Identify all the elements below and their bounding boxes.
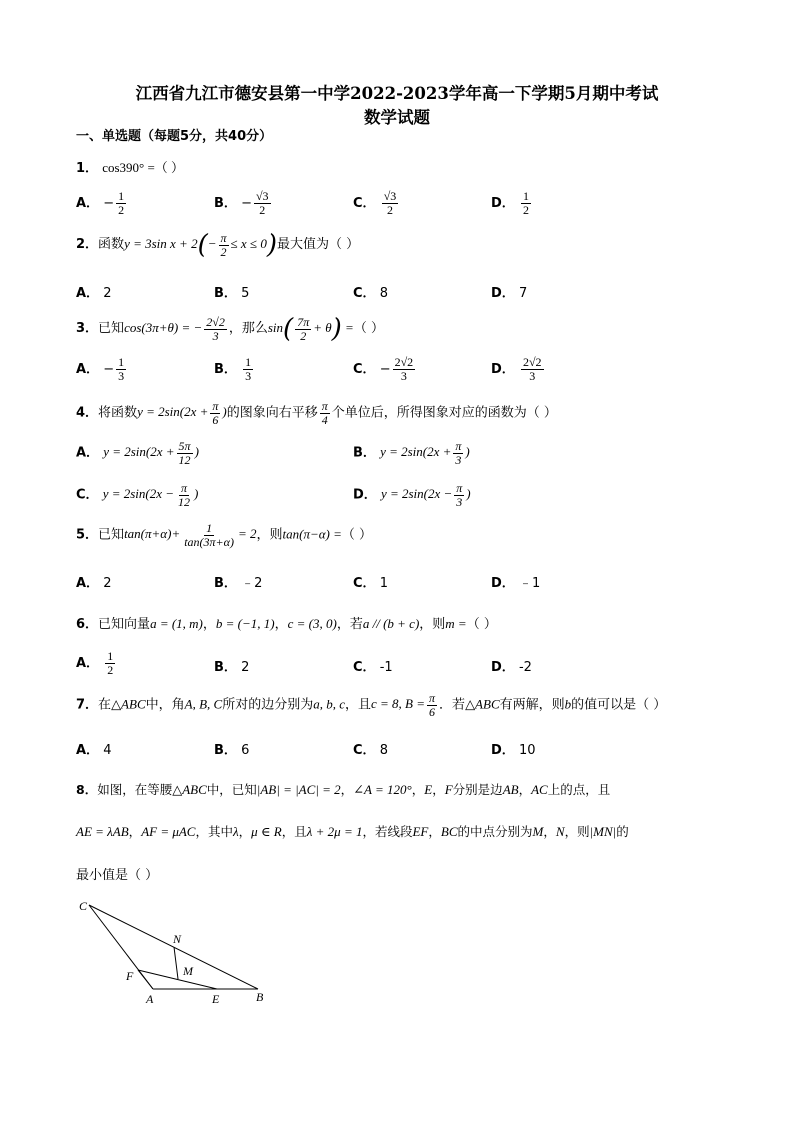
stem-text: ，则 [564,824,590,839]
stem-math: a = (1, m) [150,616,203,631]
option-value: ﹣1 [518,576,541,591]
stem-text: 最大值为（ ） [276,236,360,252]
question-5 [76,522,372,549]
option-value: $\frac{1}{3}$ [245,355,252,383]
option-value: y = 2sin(2x + $\frac{5\pi}{12}$ ) [103,439,199,467]
option-label: B． [214,362,237,377]
stem-math: △ABC [172,782,207,797]
option-value: − $\frac{1}{3}$ [103,355,125,383]
option-label: A． [76,286,100,301]
stem-text: 中，已知 [206,782,257,797]
stem-math: λ + 2μ = 1 [306,824,363,839]
option-value: $\frac{√3}{2}$ [383,189,397,217]
stem-math: AF = μAC [141,824,196,839]
q5-option-c[interactable] [353,572,388,591]
q5-option-a[interactable] [76,572,111,591]
stem-text: ， [411,782,425,797]
label-B: B [256,990,264,1004]
stem-math: EF [412,824,429,839]
q6-option-a[interactable] [76,650,117,677]
option-value: y = 2sin(2x − $\frac{\pi}{3}$ ) [380,481,471,509]
q7-option-c[interactable] [353,739,388,758]
option-value: 2 [241,660,250,675]
q7-option-a[interactable] [76,739,111,758]
option-label: D． [491,576,515,591]
stem-text: 将函数 [98,405,138,421]
stem-math: y = 3sin x + 2(− $\frac{\pi}{2}$ ≤ x ≤ 0) [124,230,277,260]
stem-text: 在 [98,697,112,713]
stem-text: ，那么 [228,320,268,336]
q2-option-a[interactable] [76,282,111,301]
option-label: C． [353,362,376,377]
q3-option-d[interactable] [491,356,546,383]
question-2 [76,230,359,260]
q6-option-d[interactable] [491,656,532,675]
stem-math: b [564,696,572,712]
stem-math: A, B, C [184,696,223,712]
option-label: C． [76,487,99,503]
stem-text: 的 [616,824,629,839]
segment-CB [89,905,258,989]
stem-text: ， [518,782,532,797]
stem-text: ，则 [256,527,283,543]
stem-math: $\frac{\pi}{4}$ [321,399,328,427]
q4-option-b[interactable] [353,440,470,467]
question-number: 7． [76,697,99,713]
stem-math: M [532,824,544,839]
option-label: A． [76,196,100,211]
segment-NM [174,947,178,979]
stem-math: △ABC [465,696,500,712]
q3-option-c[interactable] [353,356,417,383]
option-value: 1 [379,576,388,591]
stem-math: |AB| = |AC| = 2 [256,782,341,797]
stem-text: 已知 [98,527,125,543]
stem-text: （ ） [353,320,384,336]
stem-math: AE = λAB [76,824,129,839]
stem-math: N [555,824,565,839]
stem-text: ，且 [281,824,307,839]
triangle-figure [70,895,280,1010]
stem-text: ， [543,824,556,839]
stem-math: tan(π+α)+ $\frac{1}{\tan(3\pi+\alpha)}$ = 2 [124,521,257,549]
exam-title: 江西省九江市德安县第一中学2022-2023学年高一下学期5月期中考试 [135,84,659,103]
question-4 [76,400,557,427]
option-value: 7 [518,286,528,301]
q4-option-d[interactable] [353,482,471,509]
stem-text: ， [202,617,216,632]
stem-math: F [444,782,453,797]
option-value: $\frac{1}{2}$ [522,189,529,217]
stem-math: b = (−1, 1) [215,616,275,631]
option-label: A． [76,445,100,461]
question-8-line-1 [76,780,610,798]
option-value: 10 [518,743,536,758]
stem-math: μ ∈ R [251,824,282,839]
option-value: 4 [103,743,112,758]
stem-text: ，其中 [195,824,233,839]
option-value: -1 [379,660,393,675]
stem-math: BC [440,824,458,839]
q6-option-c[interactable] [353,656,393,675]
option-label: B． [214,196,237,211]
option-label: C． [353,743,376,758]
stem-text: ， [428,824,441,839]
question-number: 6． [76,617,99,632]
stem-text: ，若 [336,617,363,632]
option-value: ﹣2 [241,576,263,591]
stem-text: ， [128,824,142,839]
stem-text: （ ） [466,617,497,632]
stem-math: △ABC [111,696,146,712]
stem-text: ，且 [345,697,372,713]
stem-text: 的中点分别为 [457,824,533,839]
question-number: 8． [76,782,98,797]
option-label: B． [353,445,376,461]
option-label: D． [491,362,515,377]
label-M: M [183,964,193,978]
stem-text: 中，角 [145,697,185,713]
q3-option-b[interactable] [214,356,255,383]
stem-text: 的值可以是（ ） [571,697,667,713]
question-number: 4． [76,405,99,421]
stem-text: 已知向量 [98,617,151,632]
exam-subtitle: 数学试题 [364,108,430,127]
stem-text: 分别是边 [452,782,503,797]
option-label: A． [76,743,100,758]
option-label: B． [214,660,237,675]
option-label: D． [491,660,515,675]
q2-option-d[interactable] [491,282,527,301]
stem-text: ， [274,617,288,632]
label-F: F [126,969,134,983]
question-number: 2． [76,236,99,252]
question-7 [76,692,666,719]
question-1 [76,157,184,176]
stem-text: 已知 [98,320,125,336]
question-3 [76,314,384,344]
question-8-line-3 [76,864,158,883]
question-number: 3． [76,320,99,336]
option-label: D． [353,487,377,503]
question-stem: cos390° =（ ） [102,160,185,175]
stem-text: ．若 [439,697,466,713]
option-value: -2 [518,660,532,675]
stem-math: c = (3, 0) [287,616,337,631]
option-label: B． [214,743,237,758]
stem-math: λ [233,824,239,839]
stem-math: c = 8, B = $\frac{\pi}{6}$ [371,691,436,719]
stem-text: ，则 [419,617,446,632]
option-label: A． [76,656,100,671]
option-label: C． [353,660,376,675]
option-value: 2 [103,576,112,591]
q7-option-d[interactable] [491,739,535,758]
option-label: D． [491,743,515,758]
question-6 [76,613,497,632]
stem-math: |MN| [589,824,617,839]
option-value: 8 [379,286,388,301]
q4-option-a[interactable] [76,440,199,467]
stem-text: 上的点，且 [547,782,611,797]
option-label: A． [76,362,100,377]
option-value: − $\frac{2√2}{3}$ [379,355,414,383]
stem-math: E [424,782,433,797]
q5-option-d[interactable] [491,572,540,591]
label-A: A [146,992,154,1006]
stem-math: m = [445,616,467,631]
stem-math: a // (b + c) [362,616,420,631]
q2-option-b[interactable] [214,282,249,301]
q1-option-c[interactable] [353,190,400,217]
stem-math: cos(3π+θ) = − $\frac{2√2}{3}$ [124,314,225,343]
option-value: 8 [379,743,388,758]
option-value: 5 [241,286,250,301]
q6-option-b[interactable] [214,656,249,675]
stem-math: y = 2sin(2x + $\frac{\pi}{6}$ ) [137,399,227,427]
stem-text: 有两解，则 [499,697,565,713]
question-number: 5． [76,527,99,543]
label-C: C [79,899,88,913]
option-label: A． [76,576,100,591]
stem-text: 个单位后，所得图象对应的函数为（ ） [331,405,557,421]
label-E: E [212,992,220,1006]
option-label: B． [214,286,237,301]
q5-option-b[interactable] [214,572,262,591]
q1-option-a[interactable] [76,190,128,217]
stem-text: 如图，在等腰 [97,782,173,797]
option-value: $\frac{1}{2}$ [107,649,114,677]
option-label: D． [491,286,515,301]
stem-text: ，若线段 [362,824,413,839]
option-label: C． [353,196,376,211]
stem-text: 函数 [98,236,125,252]
q3-option-a[interactable] [76,356,128,383]
q7-option-b[interactable] [214,739,249,758]
q2-option-c[interactable] [353,282,388,301]
option-label: C． [353,576,376,591]
q4-option-c[interactable] [76,482,198,509]
stem-text: 所对的边分别为 [222,697,314,713]
question-8-line-2 [76,822,629,840]
option-value: − $\frac{1}{2}$ [103,189,125,217]
stem-text: ， [432,782,445,797]
option-label: C． [353,286,376,301]
question-number: 1． [76,161,99,176]
stem-math: ∠A = 120° [353,782,412,797]
stem-math: a, b, c [313,696,345,712]
section-heading: 一、单选题（每题5分，共40分） [76,129,273,144]
option-value: − $\frac{√3}{2}$ [241,189,269,217]
option-value: y = 2sin(2x − $\frac{\pi}{12}$ ) [102,481,199,509]
stem-text: 的图象向右平移 [226,405,318,421]
option-value: 2 [103,286,112,301]
q1-option-d[interactable] [491,190,533,217]
stem-text: 最小值是（ ） [76,868,159,883]
stem-math: sin( $\frac{7\pi}{2}$ + θ) = [267,314,354,344]
stem-text: ， [340,782,354,797]
option-value: $\frac{2√2}{3}$ [522,355,542,383]
stem-text: ， [238,824,252,839]
label-N: N [173,932,182,946]
stem-math: tan(π−α) = [282,526,342,542]
stem-text: （ ） [341,527,373,543]
option-label: D． [491,196,515,211]
stem-math: AC [531,782,548,797]
option-value: y = 2sin(2x + $\frac{\pi}{3}$ ) [380,439,470,467]
stem-math: AB [502,782,519,797]
option-label: B． [214,576,237,591]
q1-option-b[interactable] [214,190,273,217]
option-value: 6 [241,743,250,758]
